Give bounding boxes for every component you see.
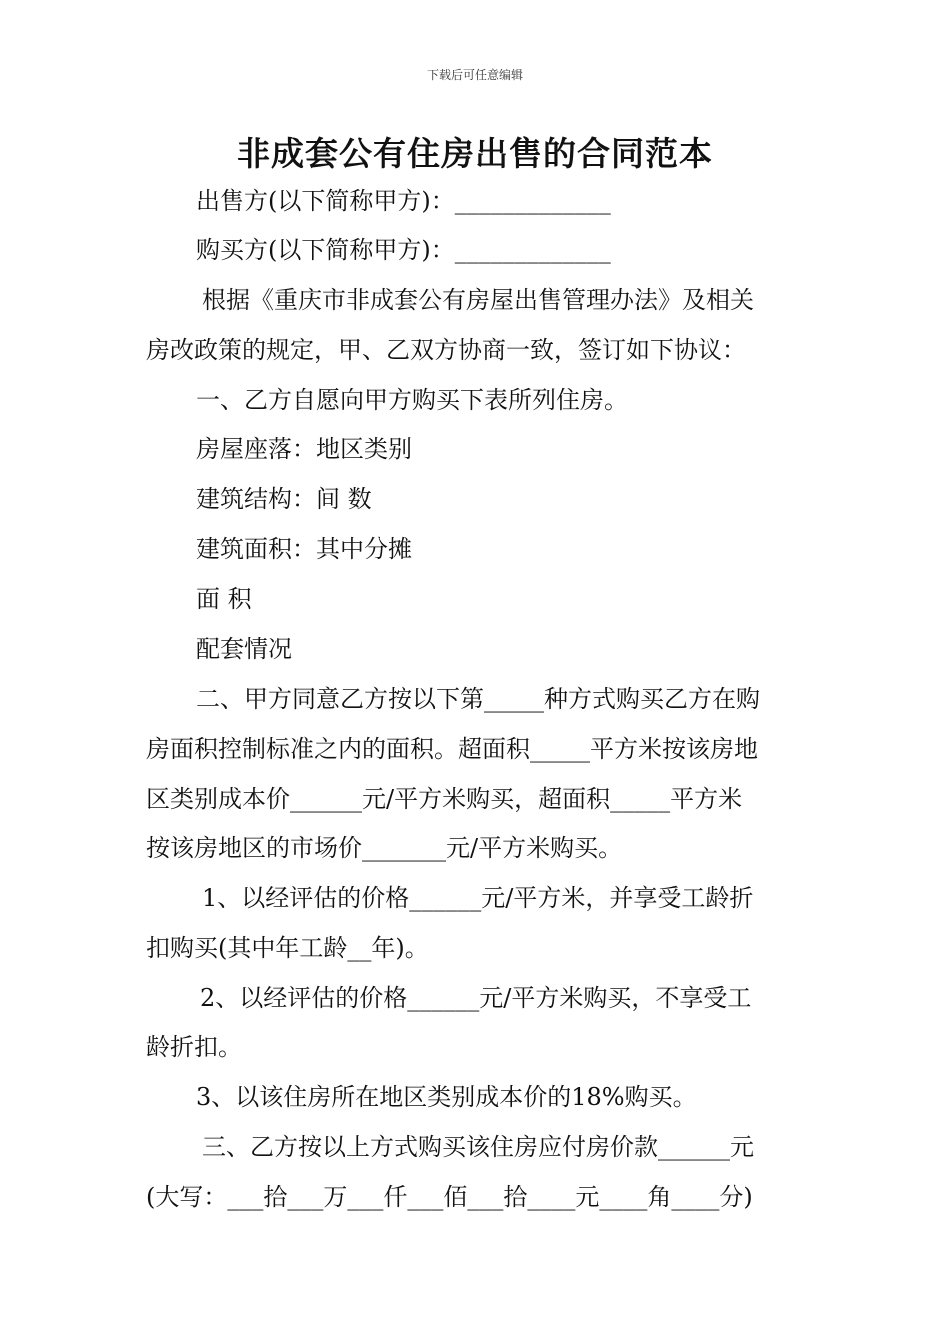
facilities-line: 配套情况 [196, 635, 292, 663]
amount-in-words-line: (大写：___拾___万___仟___佰___拾____元____角____分) [146, 1183, 753, 1211]
buyer-line: 购买方(以下简称甲方)：_____________ [196, 236, 611, 264]
property-location-line: 房屋座落：地区类别 [196, 435, 412, 463]
building-structure-line: 建筑结构：间 数 [196, 485, 372, 513]
clause-two-line: 按该房地区的市场价_______元/平方米购买。 [146, 834, 623, 862]
option-two-line: 2、以经评估的价格______元/平方米购买，不享受工 [200, 984, 752, 1012]
document-title: 非成套公有住房出售的合同范本 [237, 134, 713, 173]
paragraph-line: 房改政策的规定，甲、乙双方协商一致，签订如下协议： [146, 336, 746, 364]
clause-two-line: 区类别成本价______元/平方米购买，超面积_____平方米 [146, 785, 743, 813]
clause-two-line: 房面积控制标准之内的面积。超面积_____平方米按该房地 [146, 735, 758, 763]
option-two-line: 龄折扣。 [146, 1033, 242, 1061]
clause-three-line: 三、乙方按以上方式购买该住房应付房价款______元 [202, 1133, 754, 1161]
clause-two-line: 二、甲方同意乙方按以下第_____种方式购买乙方在购 [196, 685, 760, 713]
header-note: 下载后可任意编辑 [426, 68, 523, 82]
building-area-line: 建筑面积：其中分摊 [196, 535, 412, 563]
clause-one-line: 一、乙方自愿向甲方购买下表所列住房。 [196, 386, 628, 414]
option-three-line: 3、以该住房所在地区类别成本价的18%购买。 [196, 1083, 697, 1111]
paragraph-line: 根据《重庆市非成套公有房屋出售管理办法》及相关 [202, 286, 754, 314]
option-one-line: 扣购买(其中年工龄__年)。 [146, 934, 429, 962]
option-one-line: 1、以经评估的价格______元/平方米，并享受工龄折 [202, 884, 754, 912]
seller-line: 出售方(以下简称甲方)：_____________ [196, 187, 611, 215]
area-line: 面 积 [196, 585, 252, 613]
